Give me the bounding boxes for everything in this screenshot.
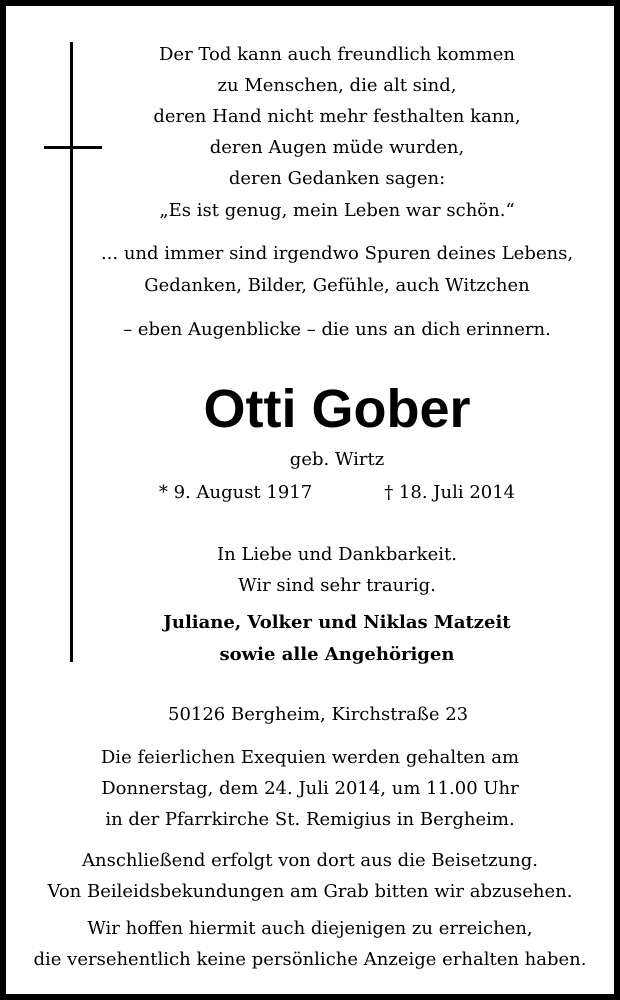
service-line: in der Pfarrkirche St. Remigius in Bergheim.	[105, 809, 515, 830]
poem-line: zu Menschen, die alt sind,	[217, 75, 457, 96]
poem-extra-line: ... und immer sind irgendwo Spuren deines Lebens,	[100, 243, 574, 264]
birth-date: * 9. August 1917	[158, 482, 313, 503]
mourner-message: Wir sind sehr traurig.	[238, 575, 436, 596]
birth-name: geb. Wirtz	[289, 449, 385, 470]
poem-extra-line: Gedanken, Bilder, Gefühle, auch Witzchen	[144, 275, 530, 296]
poem-line: deren Gedanken sagen:	[228, 168, 446, 189]
poem-line: Der Tod kann auch freundlich kommen	[158, 44, 516, 65]
burial-line: Anschließend erfolgt von dort aus die Beisetzung.	[81, 850, 539, 871]
mourner-message: In Liebe und Dankbarkeit.	[217, 544, 457, 565]
poem-closing: – eben Augenblicke – die uns an dich erinnern.	[123, 319, 551, 340]
poem-line: deren Hand nicht mehr festhalten kann,	[153, 106, 521, 127]
service-line: Die feierlichen Exequien werden gehalten am	[100, 747, 520, 768]
life-dates	[62, 482, 612, 504]
notice-line: Wir hoffen hiermit auch diejenigen zu erreichen,	[87, 918, 533, 939]
poem-line: „Es ist genug, mein Leben war schön.“	[159, 200, 515, 221]
cross-icon-vertical	[70, 42, 73, 662]
address: 50126 Bergheim, Kirchstraße 23	[168, 704, 469, 725]
deceased-name: Otti Gober	[203, 379, 471, 439]
mourner-names: Juliane, Volker und Niklas Matzeit	[163, 612, 511, 633]
service-line: Donnerstag, dem 24. Juli 2014, um 11.00 Uhr	[101, 778, 519, 799]
notice-line: die versehentlich keine persönliche Anzeige erhalten haben.	[33, 949, 587, 970]
burial-line: Von Beileidsbekundungen am Grab bitten wir abzusehen.	[47, 881, 573, 902]
mourner-names: sowie alle Angehörigen	[219, 644, 455, 665]
poem-line: deren Augen müde wurden,	[209, 137, 465, 158]
death-date: † 18. Juli 2014	[384, 482, 516, 503]
